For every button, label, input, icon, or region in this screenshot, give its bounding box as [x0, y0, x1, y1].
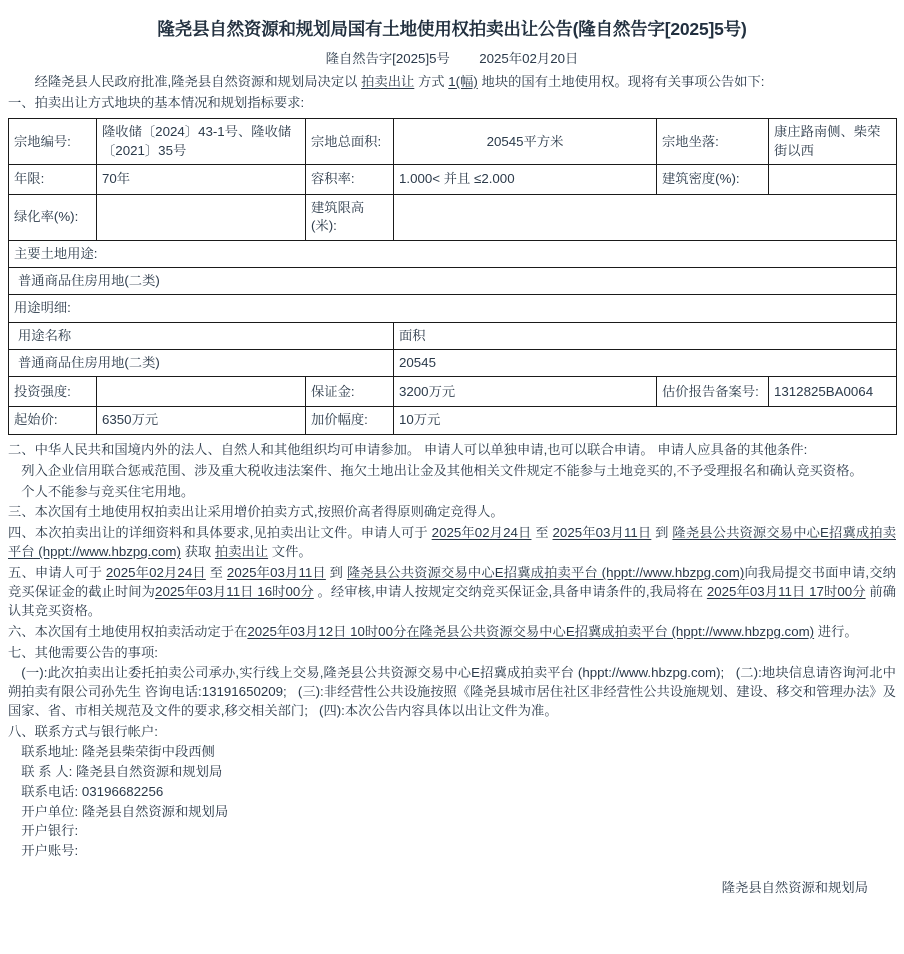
s5-part2: 至: [205, 565, 227, 581]
table-row: [9, 322, 897, 349]
contact-person-label: 联 系 人:: [21, 763, 73, 779]
s5-date-from: 2025年02月24日: [105, 565, 206, 581]
table-row: [9, 407, 897, 434]
section-two-line2: 列入企业信用联合惩戒范围、涉及重大税收违法案件、拖欠土地出让金及其他相关文件规定不能参与土地竞买的,不予受理报名和确认竞买资格。: [21, 462, 863, 478]
investment-intensity-label: 投资强度:: [9, 377, 97, 407]
section-five-paragraph: [8, 562, 896, 621]
increment-label: 加价幅度:: [306, 407, 394, 434]
contact-person-row: [8, 762, 896, 782]
s4-part2: 至: [531, 525, 553, 541]
table-row: [9, 350, 897, 377]
height-limit-value: [394, 195, 897, 241]
s7-item-4: (四):本次公告内容具体以出让文件为准。: [319, 703, 558, 719]
document-number: 隆自然告字[2025]5号: [325, 50, 450, 66]
section-seven-items: [8, 662, 896, 721]
main-use-label: 主要土地用途:: [9, 240, 897, 267]
bank-account-unit-row: [8, 802, 896, 822]
s5-deposit-deadline: 2025年03月11日 16时00分: [155, 583, 314, 599]
bank-name-label: 开户银行:: [21, 823, 79, 839]
s5-part4: 向我局提交书面申请,交纳竞买保证金的截止时间为: [8, 565, 896, 599]
s4-part1: 四、本次拍卖出让的详细资料和具体要求,见拍卖出让文件。申请人可于: [8, 525, 432, 541]
start-price-value: 6350万元: [97, 407, 306, 434]
intro-part2: 方式: [414, 73, 449, 89]
s5-confirm-time: 2025年03月11日 17时00分: [706, 583, 866, 599]
bottom-spacer: [8, 918, 896, 924]
s4-part5: 文件。: [268, 544, 312, 560]
section-seven-heading: 七、其他需要公告的事项:: [8, 644, 158, 660]
green-ratio-label: 绿化率(%):: [9, 195, 97, 241]
section-one-heading: 一、拍卖出让方式地块的基本情况和规划指标要求:: [8, 94, 305, 110]
contact-address-row: [8, 742, 896, 762]
total-area-value: 20545平方米: [394, 119, 657, 165]
building-density-label: 建筑密度(%):: [657, 165, 769, 195]
parcel-no-label: 宗地编号:: [9, 119, 97, 165]
contact-person-value: 隆尧县自然资源和规划局: [75, 763, 223, 779]
s4-date-to: 2025年03月11日: [552, 525, 652, 541]
document-meta: [8, 41, 896, 71]
appraisal-report-value: 1312825BA0064: [769, 377, 897, 407]
intro-method: 拍卖出让: [361, 73, 415, 89]
intro-paragraph: [8, 71, 896, 92]
contact-address-value: 隆尧县柴荣街中段西侧: [81, 743, 215, 759]
section-two-line3: 个人不能参与竞买住宅用地。: [21, 483, 195, 499]
s5-part1: 五、申请人可于: [8, 565, 106, 581]
table-row: [9, 377, 897, 407]
bank-account-no-label: 开户账号:: [21, 843, 79, 859]
s4-part3: 到: [651, 525, 673, 541]
s6-auction-time-venue[interactable]: 2025年03月12日 10时00分在隆尧县公共资源交易中心E招冀成拍卖平台 (hppt://www.hbzpg.com): [247, 623, 815, 639]
s6-part1: 六、本次国有土地使用权拍卖活动定于在: [8, 623, 248, 639]
s4-date-from: 2025年02月24日: [431, 525, 532, 541]
s6-part2: 进行。: [814, 623, 858, 639]
document-date: 2025年02月20日: [479, 50, 579, 66]
section-four-paragraph: [8, 522, 896, 562]
building-density-value: [769, 165, 897, 195]
term-label: 年限:: [9, 165, 97, 195]
contact-phone-label: 联系电话:: [21, 783, 79, 799]
location-label: 宗地坐落:: [657, 119, 769, 165]
use-name-header: 用途名称: [9, 322, 394, 349]
table-row: [9, 119, 897, 165]
section-two-line1: 二、中华人民共和国境内外的法人、自然人和其他组织均可申请参加。 申请人可以单独申请,也可以联合申请。 申请人应具备的其他条件:: [8, 441, 808, 457]
contact-address-label: 联系地址:: [21, 743, 79, 759]
far-value: 1.000< 并且 ≤2.000: [394, 165, 657, 195]
table-row: [9, 295, 897, 322]
investment-intensity-value: [97, 377, 306, 407]
deposit-value: 3200万元: [394, 377, 657, 407]
total-area-label: 宗地总面积:: [306, 119, 394, 165]
intro-part3: 地块的国有土地使用权。现将有关事项公告如下:: [477, 73, 765, 89]
green-ratio-value: [97, 195, 306, 241]
section-three-line: 三、本次国有土地使用权拍卖出让采用增价拍卖方式,按照价高者得原则确定竞得人。: [8, 504, 504, 520]
use-area-value: 20545: [394, 350, 897, 377]
start-price-label: 起始价:: [9, 407, 97, 434]
table-row: [9, 268, 897, 295]
s7-item-3: (三):非经营性公共设施按照《隆尧县城市居住社区非经营性公共设施规划、建设、移交和管理办法》及国家、省、市相关规范及文件的要求,移交相关部门;: [8, 684, 896, 719]
appraisal-report-label: 估价报告备案号:: [657, 377, 769, 407]
bank-name-row: [8, 821, 896, 841]
far-label: 容积率:: [306, 165, 394, 195]
s5-part3: 到: [325, 565, 347, 581]
increment-value: 10万元: [394, 407, 897, 434]
s5-part6: 前确认其竞买资格。: [8, 583, 897, 618]
s5-part5: 。经审核,申请人按规定交纳竞买保证金,具备申请条件的,我局将在: [313, 583, 707, 599]
location-value: 康庄路南侧、柴荣街以西: [769, 119, 897, 165]
s7-item-2: (二):地块信息请咨询河北中朔拍卖有限公司孙先生 咨询电话:13191650209;: [8, 665, 896, 700]
s5-date-to: 2025年03月11日: [226, 565, 326, 581]
land-parcel-table: [8, 118, 897, 434]
main-use-value: 普通商品住房用地(二类): [9, 268, 897, 295]
contact-phone-row: [8, 782, 896, 802]
height-limit-label: 建筑限高(米):: [306, 195, 394, 241]
deposit-label: 保证金:: [306, 377, 394, 407]
issuer-signature: 隆尧县自然资源和规划局: [721, 880, 868, 896]
section-eight-heading: 八、联系方式与银行帐户:: [8, 724, 158, 740]
table-row: [9, 165, 897, 195]
intro-parcel-count: 1(幅): [448, 73, 478, 89]
term-value: 70年: [97, 165, 306, 195]
use-name-value: 普通商品住房用地(二类): [9, 350, 394, 377]
bank-account-unit-label: 开户单位:: [21, 803, 79, 819]
bank-account-no-row: [8, 841, 896, 861]
page-title: 隆尧县自然资源和规划局国有土地使用权拍卖出让公告(隆自然告字[2025]5号): [157, 19, 747, 39]
s4-venue[interactable]: 隆尧县公共资源交易中心E招冀成拍卖平台 (hppt://www.hbzpg.com): [8, 525, 896, 560]
intro-part1: 经隆尧县人民政府批准,隆尧县自然资源和规划局决定以: [34, 73, 362, 89]
s5-venue[interactable]: 隆尧县公共资源交易中心E招冀成拍卖平台 (hppt://www.hbzpg.com): [346, 565, 745, 581]
s4-part4: 获取: [180, 544, 215, 560]
section-six-paragraph: [8, 621, 896, 642]
contact-phone-value: 03196682256: [81, 783, 164, 799]
s4-doc-kind: 拍卖出让: [214, 544, 269, 560]
use-area-header: 面积: [394, 322, 897, 349]
table-row: [9, 195, 897, 241]
use-detail-label: 用途明细:: [9, 295, 897, 322]
parcel-no-value: 隆收储〔2024〕43-1号、隆收储〔2021〕35号: [97, 119, 306, 165]
s7-item-1: (一):此次拍卖出让委托拍卖公司承办,实行线上交易,隆尧县公共资源交易中心E招冀成拍卖平台 (hppt://www.hbzpg.com);: [21, 665, 725, 681]
bank-account-unit-value: 隆尧县自然资源和规划局: [81, 803, 229, 819]
table-row: [9, 240, 897, 267]
